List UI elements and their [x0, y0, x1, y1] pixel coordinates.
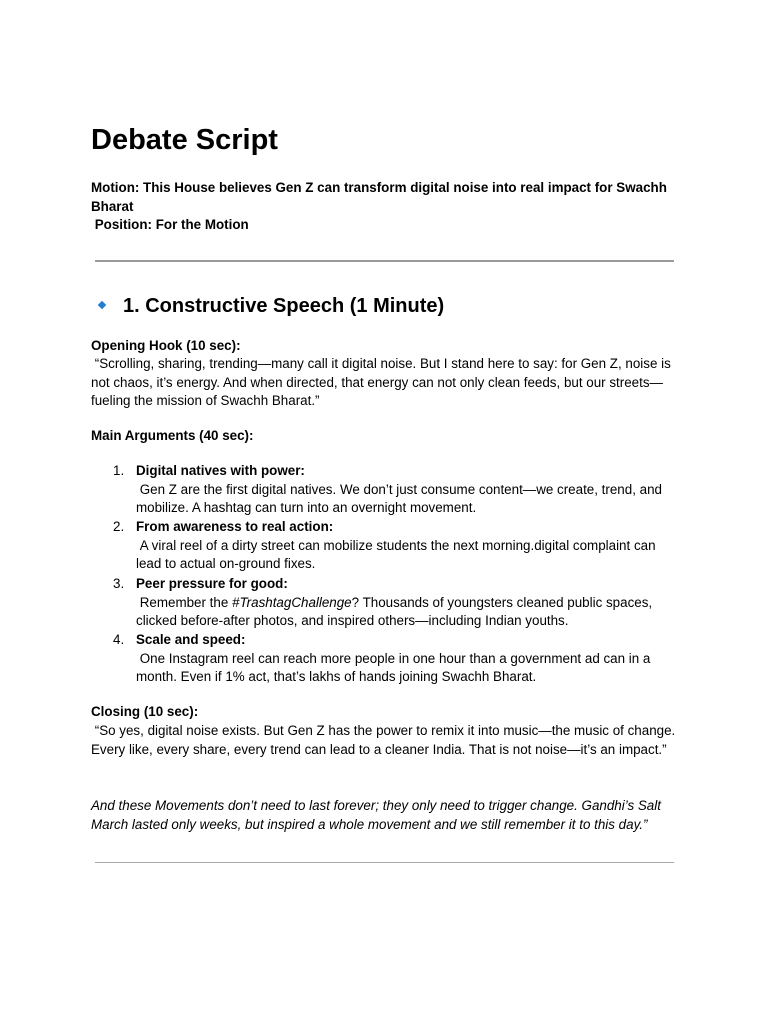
motion-statement: Motion: This House believes Gen Z can transform digital noise into real impact for Swachh Bharat — [91, 180, 667, 214]
argument-text: A viral reel of a dirty street can mobilize students the next morning.digital complaint can lead to actual on-ground fixes. — [136, 537, 660, 572]
document-title: Debate Script — [91, 124, 278, 156]
argument-text: One Instagram reel can reach more people in one hour than a government ad can in a month. Even if 1% act, that’s lakhs of hands joining Swachh Bharat. — [136, 650, 655, 685]
section-heading: 1. Constructive Speech (1 Minute) — [123, 295, 445, 317]
list-number: 1. — [113, 463, 125, 478]
opening-hook-text: “Scrolling, sharing, trending—many call it digital noise. But I stand here to say: for Gen Z, noise is not chaos, it’s energy. And when directed, that energy can not only clean feeds, but our streets—fueling the mission of Swachh Bharat.” — [91, 356, 675, 409]
argument-text-end: ? Thousands of youngsters cleaned public spaces, clicked before-after photos, and inspired others—including Indian youths. — [136, 594, 656, 629]
argument-heading: Digital natives with power: — [136, 463, 305, 478]
opening-hook-label: Opening Hook (10 sec): — [91, 338, 241, 353]
main-arguments-label: Main Arguments (40 sec): — [91, 428, 254, 443]
horizontal-divider — [95, 862, 674, 863]
argument-heading: Scale and speed: — [136, 632, 246, 647]
horizontal-divider — [95, 260, 674, 262]
argument-heading: From awareness to real action: — [136, 519, 334, 534]
argument-heading: Peer pressure for good: — [136, 576, 288, 591]
closing-text: “So yes, digital noise exists. But Gen Z has the power to remix it into music—the music of change. Every like, every share, every trend can lead to a cleaner India. That is not noise—it’s an impact.” — [91, 723, 679, 757]
list-item-body — [136, 518, 681, 574]
list-number: 2. — [113, 519, 125, 534]
list-item-body — [136, 575, 681, 631]
argument-text: Gen Z are the first digital natives. We don’t just consume content—we create, trend, and mobilize. A hashtag can turn into an overnight movement. — [136, 481, 666, 516]
list-number: 3. — [113, 576, 125, 591]
argument-text — [136, 594, 681, 631]
list-number: 4. — [113, 632, 125, 647]
list-item-body — [136, 462, 681, 518]
closing-italic-text: And these Movements don’t need to last forever; they only need to trigger change. Gandhi’s Salt March lasted only weeks, but inspired a whole movement and we still remember it to this day.” — [91, 798, 661, 832]
list-item-body — [136, 631, 681, 687]
hashtag-text: #TrashtagChallenge — [232, 594, 352, 610]
position-statement: Position: For the Motion — [91, 217, 249, 232]
argument-text-start: Remember the — [136, 594, 233, 610]
closing-label: Closing (10 sec): — [91, 704, 199, 719]
diamond-bullet-icon — [98, 301, 106, 309]
